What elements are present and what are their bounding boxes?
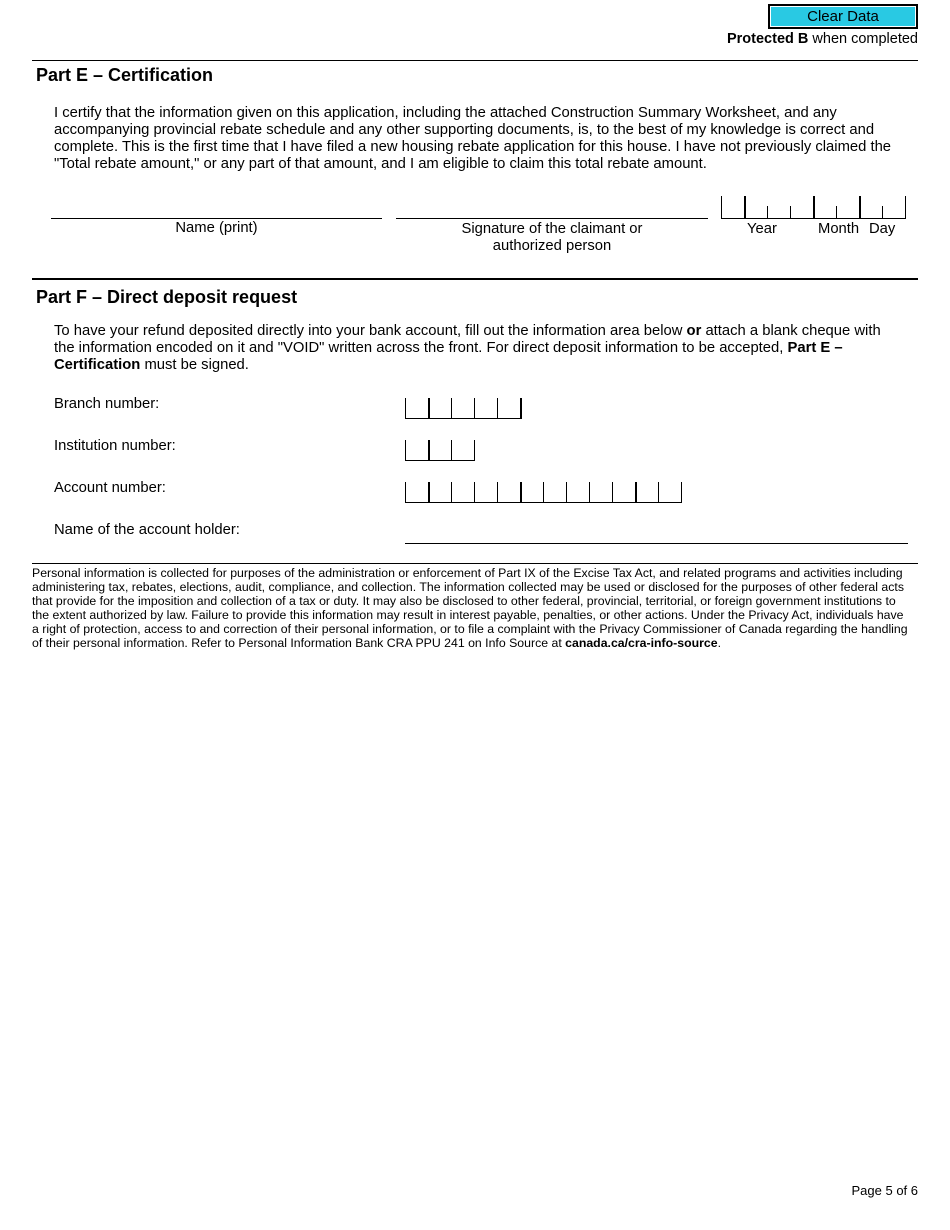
institution-number-label: Institution number: [54,438,176,454]
date-day-digit [859,196,882,218]
dd-text-3: must be signed. [140,357,249,373]
dd-text-bold: Part E – Certification [54,340,843,373]
divider-part-f [32,278,918,280]
privacy-end: . [717,636,721,650]
date-day-digit [882,196,905,218]
year-label: Year [747,221,777,237]
account-holder-field[interactable] [405,543,908,544]
date-month-digit [836,196,859,218]
protected-suffix: when completed [808,31,918,47]
signature-field[interactable] [396,218,708,219]
branch-number-label: Branch number: [54,396,160,412]
part-e-title: Part E – Certification [36,65,214,85]
certification-text: I certify that the information given on this application, including the attached Construction Summary Worksheet, and any accompanying provincial rebate schedule and any other supporting documents, is, to the best of my knowledge is correct and complete. This is the first time that I have filed a new housing rebate application for this house. I have not previously claimed the "Total rebate amount," or any part of that amount, and I am eligible to claim this total rebate amount. [54,105,892,172]
signature-label-line-2: authorized person [492,238,612,254]
date-end-cap [905,196,906,218]
dd-text-or: or [686,323,702,339]
divider-top [32,60,918,61]
dd-text-1: To have your refund deposited directly into your bank account, fill out the information area below [54,323,687,339]
account-number-label: Account number: [54,480,166,496]
account-holder-label: Name of the account holder: [54,522,240,538]
name-print-label: Name (print) [175,220,258,236]
page-number: Page 5 of 6 [851,1183,918,1198]
direct-deposit-text [54,323,904,374]
date-field[interactable] [721,196,906,219]
institution-number-field[interactable] [405,440,475,461]
date-year-digit [744,196,767,218]
day-label: Day [869,221,896,237]
protected-notice [727,31,918,47]
signature-label [396,221,708,255]
privacy-text: Personal information is collected for purposes of the administration or enforcement of Part IX of the Excise Tax Act, and related programs and activities including administering tax, rebates, elections, audit, compliance, and collection. The information collected may be used or disclosed for the purposes of other federal acts that provide for the imposition and collection of a tax or duty. It may also be disclosed to other federal, provincial, territorial, or foreign government institutions to the extent authorized by law. Failure to provide this information may result in interest payable, penalties, or other actions. Under the Privacy Act, individuals have a right of protection, access to and correction of their personal information, or to file a complaint with the Privacy Commissioner of Canada regarding the handling of their personal information. Refer to Personal Information Bank CRA PPU 241 on Info Source at [32,566,908,650]
protected-label: Protected B [726,31,809,47]
date-year-digit [767,196,790,218]
privacy-notice [32,566,912,650]
privacy-link[interactable]: canada.ca/cra-info-source [565,636,718,650]
branch-number-field[interactable] [405,398,522,419]
clear-data-button[interactable]: Clear Data [768,4,918,29]
dd-text-2: attach a blank cheque with the information encoded on it and "VOID" written across the front. For direct deposit information to be accepted, [54,323,881,356]
signature-label-line-1: Signature of the claimant or [461,221,643,237]
account-number-field[interactable] [405,482,682,503]
date-year-digit [790,196,813,218]
part-f-title: Part F – Direct deposit request [36,287,298,307]
date-year-digit [721,196,744,218]
month-label: Month [818,221,860,237]
name-print-field[interactable] [51,218,382,219]
date-month-digit [813,196,836,218]
divider-privacy [32,563,918,564]
